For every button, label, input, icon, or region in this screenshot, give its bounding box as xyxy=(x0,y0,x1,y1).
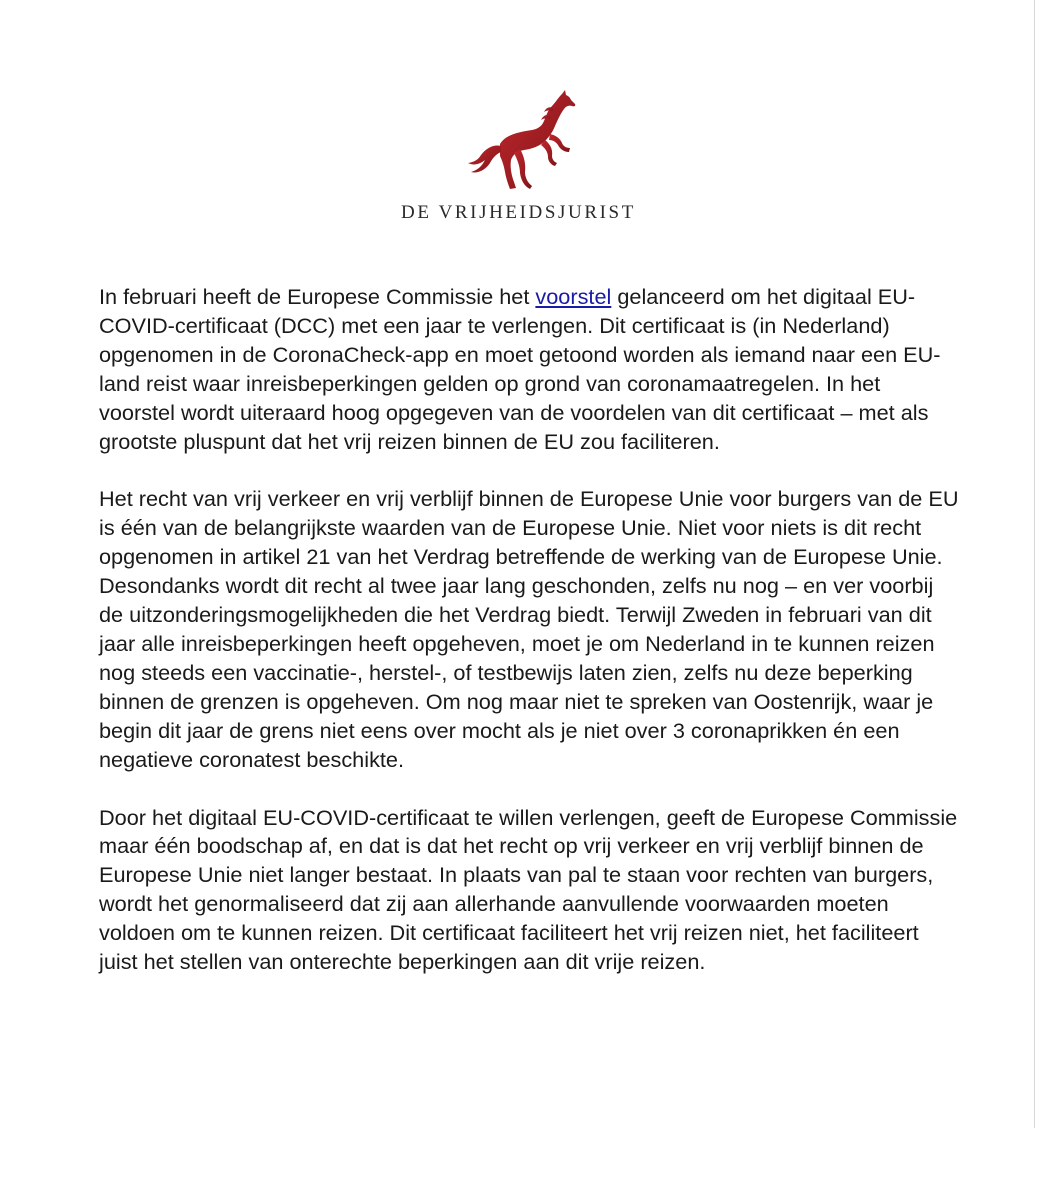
paragraph-intro-lead: In februari heeft de Europese Commissie het xyxy=(99,284,536,309)
brand-name: DE VRIJHEIDSJURIST xyxy=(401,202,636,223)
paragraph-conclusion: Door het digitaal EU-COVID-certificaat te willen verlengen, geeft de Europese Commissie maar één boodschap af, en dat is dat het recht op vrij verkeer en vrij verblijf binnen de Europese Unie niet langer bestaat. In plaats van pal te staan voor rechten van burgers, wordt het genormaliseerd dat zij aan allerhande aanvullende voorwaarden moeten voldoen om te kunnen reizen. Dit certificaat faciliteert het vrij reizen niet, het faciliteert juist het stellen van onterechte beperkingen aan dit vrije reizen. xyxy=(99,804,958,975)
paragraph-intro xyxy=(99,283,959,456)
article-body xyxy=(99,283,959,1006)
site-header xyxy=(0,86,1037,224)
paragraph-intro-rest: gelanceerd om het digitaal EU-COVID-certificaat (DCC) met een jaar te verlengen. Dit certificaat is (in Nederland) opgenomen in de CoronaCheck-app en moet getoond worden als iemand naar een EU-land reist waar inreisbeperkingen gelden op grond van coronamaatregelen. In het voorstel wordt uiteraard hoog opgegeven van de voordelen van dit certificaat – met als grootste pluspunt dat het vrij reizen binnen de EU zou faciliteren. xyxy=(99,284,941,454)
rearing-horse-icon xyxy=(454,86,584,196)
voorstel-link[interactable]: voorstel xyxy=(535,284,612,309)
paragraph-free-movement: Het recht van vrij verkeer en vrij verblijf binnen de Europese Unie voor burgers van de EU is één van de belangrijkste waarden van de Europese Unie. Niet voor niets is dit recht opgenomen in artikel 21 van het Verdrag betreffende de werking van de Europese Unie. Desondanks wordt dit recht al twee jaar lang geschonden, zelfs nu nog – en ver voorbij de uitzonderingsmogelijkheden die het Verdrag biedt. Terwijl Zweden in februari van dit jaar alle inreisbeperkingen heeft opgeheven, moet je om Nederland in te kunnen reizen nog steeds een vaccinatie-, herstel-, of testbewijs laten zien, zelfs nu deze beperking binnen de grenzen is opgeheven. Om nog maar niet te spreken van Oostenrijk, waar je begin dit jaar de grens niet eens over mocht als je niet over 3 coronaprikken én een negatieve coronatest beschikte. xyxy=(99,486,959,772)
